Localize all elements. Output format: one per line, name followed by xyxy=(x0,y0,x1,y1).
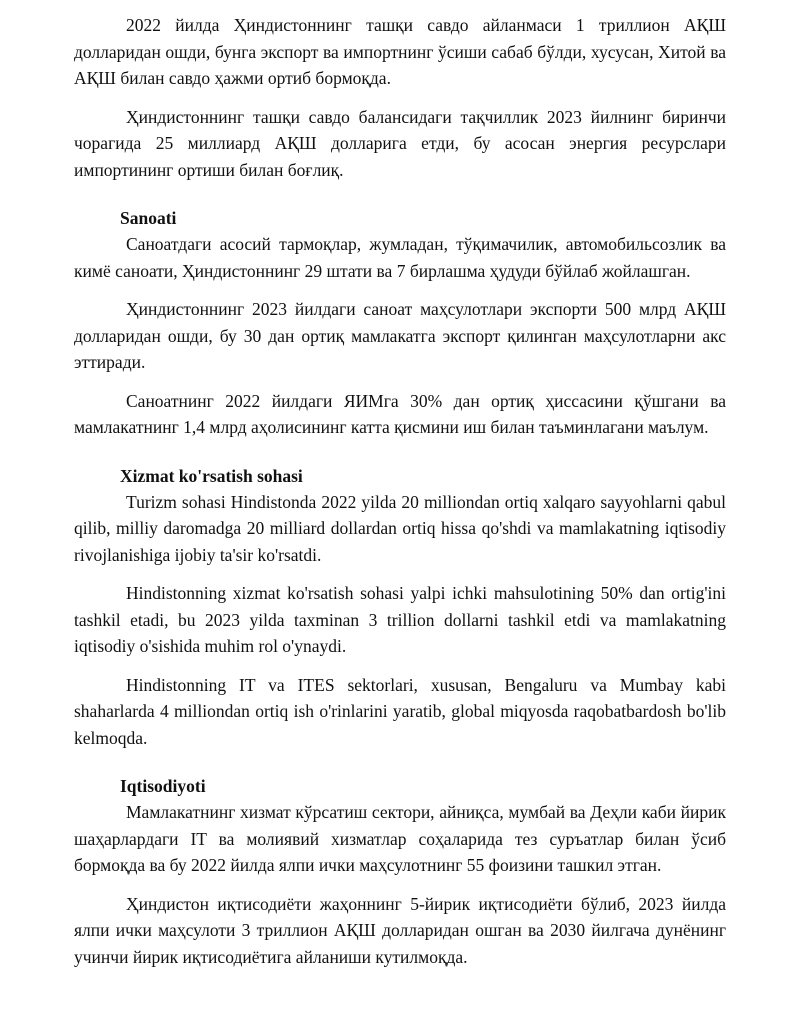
document-page xyxy=(74,12,726,982)
paragraph-services-tourism: Turizm sohasi Hindistonda 2022 yilda 20 milliondan ortiq xalqaro sayyohlarni qabul qilib, milliy daromadga 20 milliard dollardan ortiq hissa qo'shdi va mamlakatning iqtisodiy rivojlanishiga ijobiy ta'sir ko'rsatdi. xyxy=(74,491,726,565)
paragraph-economy-services-sector: Мамлакатнинг хизмат кўрсатиш сектори, айниқса, мумбай ва Деҳли каби йирик шаҳарлардаги IT ва молиявий хизматлар соҳаларида тез суръатлар билан ўсиб бормоқда ва бу 2022 йилда ялпи ички маҳсулотнинг 55 фоизини ташкил этган. xyxy=(74,802,726,875)
paragraph-industry-exports: Ҳиндистоннинг 2023 йилдаги саноат маҳсулотлари экспорти 500 млрд АҚШ долларидан ошди, бу 30 дан ортиқ мамлакатга экспорт қилинган маҳсулотларни акс эттиради. xyxy=(74,299,726,372)
paragraph-trade-deficit: Ҳиндистоннинг ташқи савдо балансидаги тақчиллик 2023 йилнинг биринчи чорагида 25 миллиард АҚШ долларига етди, бу асосан энергия ресурслари импортининг ортиши билан боғлиқ. xyxy=(74,106,726,180)
paragraph-services-gdp-share: Hindistonning xizmat ko'rsatish sohasi yalpi ichki mahsulotining 50% dan ortig'ini tashkil etadi, bu 2023 yilda taxminan 3 trillion dollarni tashkil etdi va mamlakatning iqtisodiy o'sishida muhim rol o'ynaydi. xyxy=(74,583,726,656)
section-heading-economy: Iqtisodiyoti xyxy=(120,776,206,796)
section-heading-industry: Sanoati xyxy=(120,208,177,228)
paragraph-trade-turnover: 2022 йилда Ҳиндистоннинг ташқи савдо айланмаси 1 триллион АҚШ долларидан ошди, бунга экспорт ва импортнинг ўсиши сабаб бўлди, хусусан, Хитой ва АҚШ билан савдо ҳажми ортиб бормоқда. xyxy=(74,15,726,88)
paragraph-industry-gdp-share: Саноатнинг 2022 йилдаги ЯИМга 30% дан ортиқ ҳиссасини қўшгани ва мамлакатнинг 1,4 млрд аҳолисининг катта қисмини иш билан таъминлагани маълум. xyxy=(74,390,726,437)
paragraph-economy-ranking: Ҳиндистон иқтисодиёти жаҳоннинг 5-йирик иқтисодиёти бўлиб, 2023 йилда ялпи ички маҳсулоти 3 триллион АҚШ долларидан ошган ва 2030 йилгача дунёнинг учинчи йирик иқтисодиётига айланиши кутилмоқда. xyxy=(74,893,726,967)
paragraph-industry-branches: Саноатдаги асосий тармоқлар, жумладан, тўқимачилик, автомобильсозлик ва кимё саноати, Ҳиндистоннинг 29 штати ва 7 бирлашма ҳудуди бўйлаб жойлашган. xyxy=(74,234,726,281)
paragraph-services-it-ites: Hindistonning IT va ITES sektorlari, xususan, Bengaluru va Mumbay kabi shaharlarda 4 milliondan ortiq ish o'rinlarini yaratib, global miqyosda raqobatbardosh bo'lib kelmoqda. xyxy=(74,674,726,748)
section-heading-services: Xizmat ko'rsatish sohasi xyxy=(120,465,303,486)
